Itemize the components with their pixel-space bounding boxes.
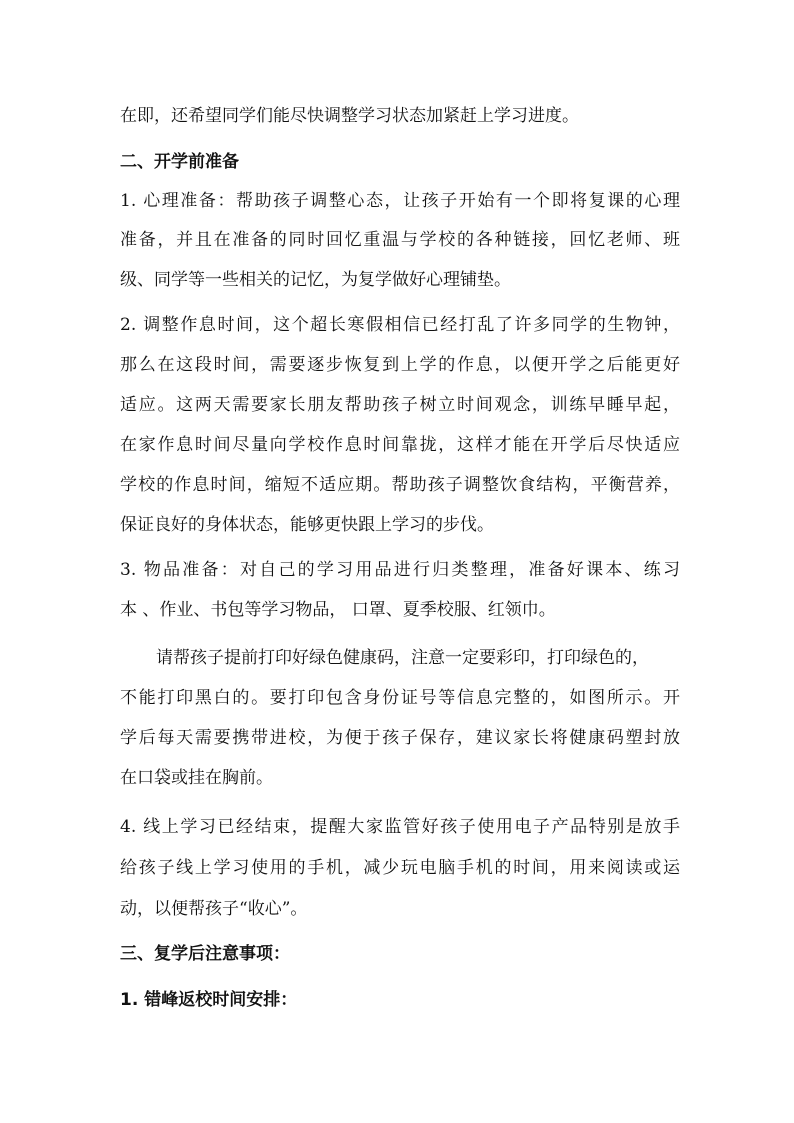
subsection-heading-schedule: 1. 错峰返校时间安排： — [120, 990, 298, 1010]
paragraph-line: 4. 线上学习已经结束，提醒大家监管好孩子使用电子产品特别是放手 — [120, 817, 680, 837]
paragraph-line: 那么在这段时间，需要逐步恢复到上学的作息，以便开学之后能更好 — [120, 355, 680, 375]
paragraph-line: 在即，还希望同学们能尽快调整学习状态加紧赶上学习进度。 — [120, 106, 579, 126]
paragraph-line: 准备，并且在准备的同时回忆重温与学校的各种链接，回忆老师、班 — [120, 230, 680, 250]
paragraph-line: 动，以便帮孩子“收心”。 — [120, 899, 308, 919]
paragraph-line: 不能打印黑白的。要打印包含身份证号等信息完整的，如图所示。开 — [120, 688, 680, 708]
paragraph-line: 适应。这两天需要家长朋友帮助孩子树立时间观念，训练早睡早起， — [120, 395, 680, 415]
paragraph-line: 给孩子线上学习使用的手机，减少玩电脑手机的时间，用来阅读或运 — [120, 858, 680, 878]
paragraph-line: 本 、作业、书包等学习物品， 口罩、夏季校服、红领巾。 — [120, 600, 556, 620]
paragraph-line: 保证良好的身体状态，能够更快跟上学习的步伐。 — [120, 515, 494, 535]
section-heading-after-return: 三、复学后注意事项： — [120, 944, 290, 964]
paragraph-line: 学后每天需要携带进校，为便于孩子保存，建议家长将健康码塑封放 — [120, 728, 680, 748]
paragraph-line: 学校的作息时间，缩短不适应期。帮助孩子调整饮食结构，平衡营养， — [120, 475, 680, 495]
paragraph-line: 在家作息时间尽量向学校作息时间靠拢，这样才能在开学后尽快适应 — [120, 435, 680, 455]
paragraph-line: 1. 心理准备：帮助孩子调整心态，让孩子开始有一个即将复课的心理 — [120, 191, 680, 211]
paragraph-line: 级、同学等一些相关的记忆，为复学做好心理铺垫。 — [120, 270, 511, 290]
paragraph-line: 在口袋或挂在胸前。 — [120, 768, 273, 788]
paragraph-line: 2. 调整作息时间，这个超长寒假相信已经打乱了许多同学的生物钟， — [120, 315, 680, 335]
paragraph-line-indented: 请帮孩子提前打印好绿色健康码，注意一定要彩印，打印绿色的， — [156, 648, 649, 668]
section-heading-preparation: 二、开学前准备 — [120, 152, 239, 172]
paragraph-line: 3. 物品准备：对自己的学习用品进行归类整理，准备好课本、练习 — [120, 560, 680, 580]
